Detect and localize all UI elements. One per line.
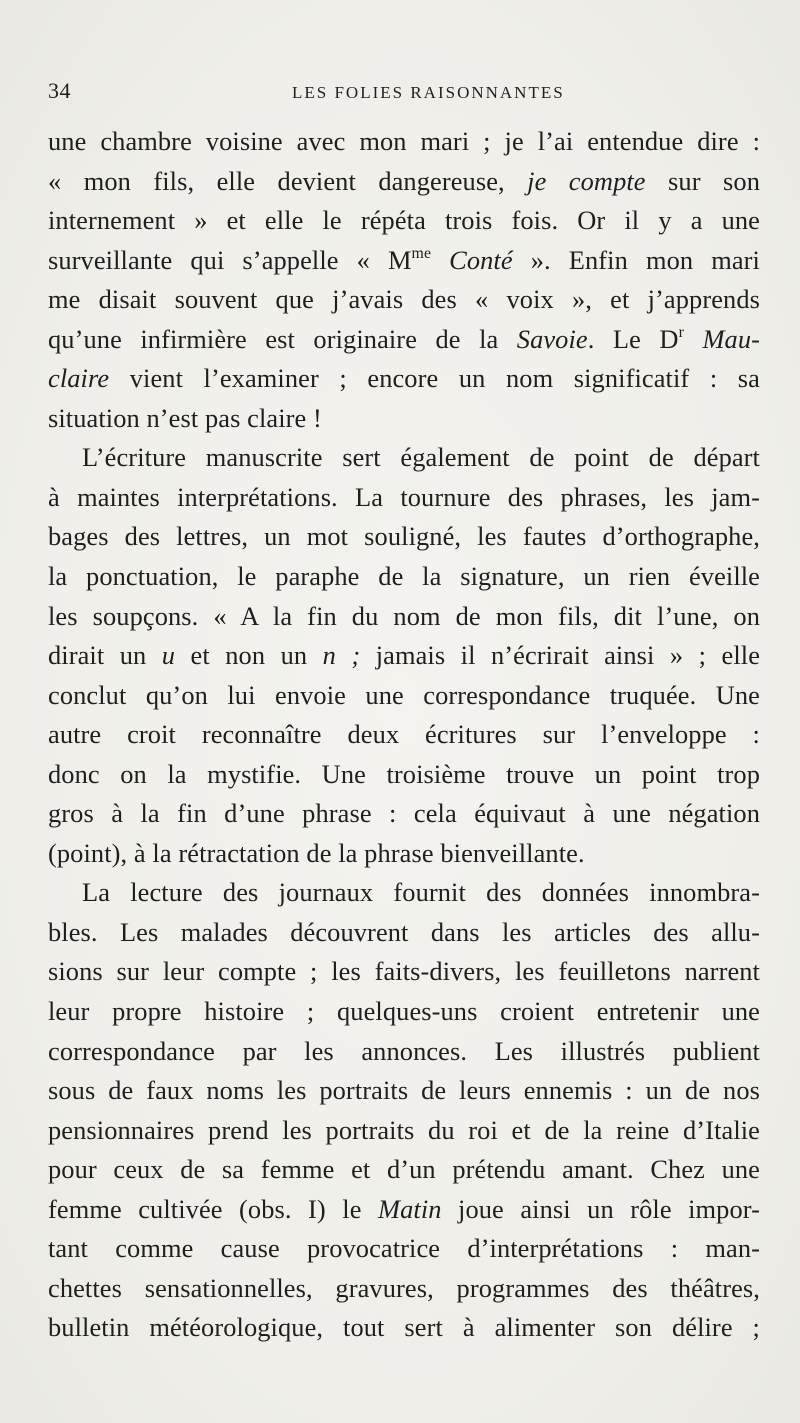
running-head: [48, 78, 760, 108]
text-line: autre croit reconnaître deux écritures sur l’enveloppe :: [48, 719, 760, 750]
text-line: me disait souvent que j’avais des « voix », et j’apprends: [48, 284, 760, 315]
text-line: claire vient l’examiner ; encore un nom significatif : sa: [48, 363, 760, 394]
text-line: tant comme cause provocatrice d’interprétations : man-: [48, 1233, 760, 1264]
text-line: internement » et elle le répéta trois fois. Or il y a une: [48, 205, 760, 236]
text-line: les soupçons. « A la fin du nom de mon fils, dit l’une, on: [48, 600, 760, 631]
body-text: [48, 122, 760, 1348]
text-line: à maintes interprétations. La tournure des phrases, les jam-: [48, 481, 760, 512]
text-line: correspondance par les annonces. Les illustrés publient: [48, 1035, 760, 1066]
text-line: (point), à la rétractation de la phrase bienveillante.: [48, 837, 585, 868]
running-title: LES FOLIES RAISONNANTES: [292, 83, 565, 102]
text-line: pensionnaires prend les portraits du roi et de la reine d’Italie: [48, 1114, 760, 1145]
text-line: une chambre voisine avec mon mari ; je l’ai entendue dire :: [48, 126, 760, 156]
text-line: femme cultivée (obs. I) le Matin joue ainsi un rôle impor-: [48, 1193, 760, 1224]
text-line: bages des lettres, un mot souligné, les fautes d’orthographe,: [48, 521, 760, 552]
text-line: conclut qu’on lui envoie une correspondance truquée. Une: [48, 679, 760, 710]
text-line: « mon fils, elle devient dangereuse, je compte sur son: [48, 165, 760, 196]
page-number: 34: [48, 78, 71, 103]
text-line: situation n’est pas claire !: [48, 402, 322, 433]
text-line: la ponctuation, le paraphe de la signature, un rien éveille: [48, 561, 760, 592]
text-line: surveillante qui s’appelle « $M^{me}$ Conté ». Enfin mon mari: [48, 244, 760, 275]
text-line: gros à la fin d’une phrase : cela équivaut à une négation: [48, 798, 760, 829]
text-line: chettes sensationnelles, gravures, programmes des théâtres,: [48, 1272, 760, 1303]
text-line: pour ceux de sa femme et d’un prétendu amant. Chez une: [48, 1154, 760, 1185]
text-line: donc on la mystifie. Une troisième trouve un point trop: [48, 758, 760, 789]
text-line: L’écriture manuscrite sert également de point de départ: [82, 442, 760, 473]
text-line: qu’une infirmière est originaire de la Savoie. Le $D^r$ Mau-: [48, 323, 760, 354]
text-line: sions sur leur compte ; les faits-divers, les feuilletons narrent: [48, 956, 760, 987]
text-line: sous de faux noms les portraits de leurs ennemis : un de nos: [48, 1075, 760, 1106]
text-line: La lecture des journaux fournit des données innombra-: [82, 877, 760, 908]
text-line: bles. Les malades découvrent dans les articles des allu-: [48, 916, 760, 947]
text-line: bulletin météorologique, tout sert à alimenter son délire ;: [48, 1312, 760, 1343]
text-line: leur propre histoire ; quelques-uns croient entretenir une: [48, 996, 760, 1027]
text-line: dirait un u et non un n ; jamais il n’écrirait ainsi » ; elle: [48, 640, 761, 671]
